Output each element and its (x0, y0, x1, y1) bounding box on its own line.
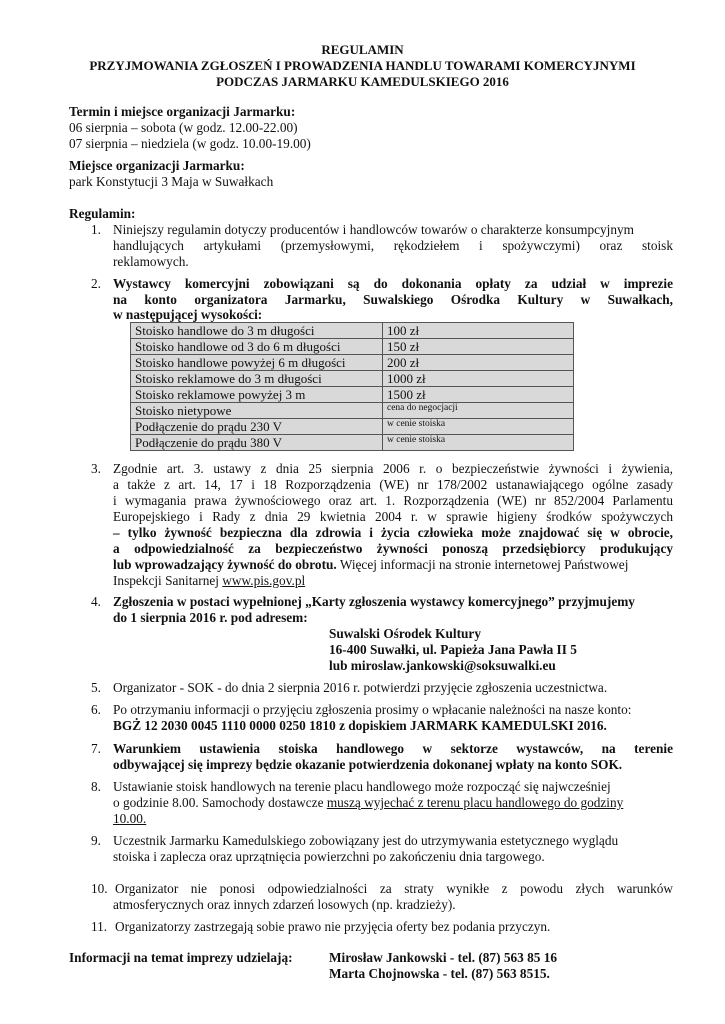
table-row (131, 355, 574, 371)
title-line-2: PRZYJMOWANIA ZGŁOSZEŃ I PROWADZENIA HANDLU TOWARAMI KOMERCYJNYMI (89, 58, 636, 73)
table-row (131, 435, 574, 451)
item-number: 4. (91, 594, 101, 609)
fee-name: Stoisko reklamowe do 3 m długości (131, 371, 383, 387)
address-line: Suwalski Ośrodek Kultury (329, 626, 481, 641)
item-7-text: odbywającej się imprezy będzie okazanie potwierdzenia dokonanej wpłaty na konto SOK. (113, 757, 623, 772)
fee-price: 100 zł (383, 323, 574, 339)
item-8-underlined: muszą wyjechać z terenu placu handlowego do godziny (326, 795, 624, 810)
item-3-text: – tylko żywność bezpieczna dla zdrowia i życia człowieka może znajdować się w obrocie, (113, 525, 673, 540)
contact-person-1: Mirosław Jankowski - tel. (87) 563 85 16 (329, 950, 558, 965)
item-7-text: Warunkiem ustawienia stoiska handlowego w sektorze wystawców, na terenie (113, 741, 673, 756)
item-11-text: Organizatorzy zastrzegają sobie prawo nie przyjęcia oferty bez podania przyczyn. (115, 919, 551, 934)
item-3-text: a także z art. 14, 17 i 18 Rozporządzenia (WE) nr 178/2002 ustanawiającego ogólne zasady (113, 477, 673, 492)
item-3-text: Zgodnie art. 3. ustawy z dnia 25 sierpnia 2006 r. o bezpieczeństwie żywności i żywienia, (113, 461, 673, 476)
item-2-text: Wystawcy komercyjni zobowiązani są do dokonania opłaty za udział w imprezie (113, 276, 673, 291)
miejsce-place: park Konstytucji 3 Maja w Suwałkach (69, 174, 274, 189)
title-line-3: PODCZAS JARMARKU KAMEDULSKIEGO 2016 (216, 74, 509, 89)
fees-table (130, 322, 574, 451)
contact-label: Informacji na temat imprezy udzielają: (69, 950, 293, 965)
table-row (131, 323, 574, 339)
item-number: 11. (91, 919, 108, 934)
item-number: 5. (91, 680, 101, 695)
item-number: 2. (91, 276, 101, 291)
title-line-1: REGULAMIN (321, 42, 404, 57)
item-1-text: reklamowych. (113, 254, 189, 269)
fee-name: Podłączenie do prądu 230 V (131, 419, 383, 435)
table-row (131, 419, 574, 435)
item-9-text: stoiska i zaplecza oraz uprzątnięcia powierzchni po zakończeniu dnia targowego. (113, 849, 545, 864)
table-row (131, 371, 574, 387)
item-number: 9. (91, 833, 101, 848)
contact-person-2: Marta Chojnowska - tel. (87) 563 8515. (329, 966, 550, 981)
item-number: 1. (91, 222, 101, 237)
item-number: 7. (91, 741, 101, 756)
item-3-text (113, 573, 305, 589)
item-3-inspekcja: Inspekcji Sanitarnej (113, 573, 223, 588)
item-3-text: i wymagania prawa żywnościowego oraz art. 1. Rozporządzenia (WE) nr 852/2004 Parlamentu (113, 493, 673, 508)
item-3-text: Europejskiego i Rady z dnia 29 kwietnia 2004 r. w sprawie higieny środków spożywczych (113, 509, 673, 524)
item-10-text: Organizator nie ponosi odpowiedzialności za straty wynikłe z powodu złych warunków (115, 881, 673, 896)
termin-day-1: 06 sierpnia – sobota (w godz. 12.00-22.00) (69, 120, 298, 135)
fee-price: 200 zł (383, 355, 574, 371)
fee-name: Podłączenie do prądu 380 V (131, 435, 383, 451)
fee-name: Stoisko handlowe do 3 m długości (131, 323, 383, 339)
item-number: 8. (91, 779, 101, 794)
item-5-text: Organizator - SOK - do dnia 2 sierpnia 2016 r. potwierdzi przyjęcie zgłoszenia uczestnictwa. (113, 680, 608, 695)
item-9-text: Uczestnik Jarmarku Kamedulskiego zobowiązany jest do utrzymywania estetycznego wyglądu (113, 833, 619, 848)
miejsce-heading: Miejsce organizacji Jarmarku: (69, 158, 245, 173)
item-3-text (113, 557, 628, 573)
item-4-text: do 1 sierpnia 2016 r. pod adresem: (113, 610, 308, 625)
item-8-text: Ustawianie stoisk handlowych na terenie placu handlowego może rozpocząć się najwcześniej (113, 779, 611, 794)
fee-price: 1500 zł (383, 387, 574, 403)
fee-name: Stoisko nietypowe (131, 403, 383, 419)
bank-account: BGŻ 12 2030 0045 1110 0000 0250 1810 z dopiskiem JARMARK KAMEDULSKI 2016. (113, 718, 607, 733)
item-number: 6. (91, 702, 101, 717)
item-3-more: Więcej informacji na stronie internetowej Państwowej (336, 557, 629, 572)
item-8-text (113, 795, 623, 811)
item-3-bold: lub wprowadzający żywność do obrotu. (113, 557, 337, 572)
table-row (131, 339, 574, 355)
fee-price: w cenie stoiska (383, 419, 574, 435)
table-row (131, 387, 574, 403)
fee-name: Stoisko handlowe powyżej 6 m długości (131, 355, 383, 371)
item-number: 3. (91, 461, 101, 476)
fee-name: Stoisko handlowe od 3 do 6 m długości (131, 339, 383, 355)
item-4-text: Zgłoszenia w postaci wypełnionej „Karty zgłoszenia wystawcy komercyjnego” przyjmujemy (113, 594, 635, 609)
item-3-text: a odpowiedzialność za bezpieczeństwo żywności ponoszą przedsiębiorcy produkujący (113, 541, 673, 556)
fee-price: w cenie stoiska (383, 435, 574, 451)
address-email: lub miroslaw.jankowski@soksuwalki.eu (329, 658, 556, 673)
fee-name: Stoisko reklamowe powyżej 3 m (131, 387, 383, 403)
item-8-text: 10.00. (113, 811, 147, 826)
item-10-text: atmosferycznych oraz innych zdarzeń losowych (np. kradzieży). (113, 897, 456, 912)
fee-price: 1000 zł (383, 371, 574, 387)
item-1-text: Niniejszy regulamin dotyczy producentów i handlowców towarów o charakterze konsumpcyjnym (113, 222, 635, 237)
item-number: 10. (91, 881, 108, 896)
regulamin-heading: Regulamin: (69, 206, 136, 221)
fee-price: cena do negocjacji (383, 403, 574, 419)
item-1-text: handlujących artykułami (przemysłowymi, rękodziełem i spożywczymi) oraz stoisk (113, 238, 673, 253)
address-line: 16-400 Suwałki, ul. Papieża Jana Pawła II 5 (329, 642, 577, 657)
item-6-text: Po otrzymaniu informacji o przyjęciu zgłoszenia prosimy o wpłacanie należności na nasze konto: (113, 702, 632, 717)
termin-day-2: 07 sierpnia – niedziela (w godz. 10.00-19.00) (69, 136, 311, 151)
item-8-part: o godzinie 8.00. Samochody dostawcze (113, 795, 327, 810)
item-2-text: na konto organizatora Jarmarku, Suwalskiego Ośrodka Kultury w Suwałkach, (113, 292, 673, 307)
item-2-text: w następującej wysokości: (113, 307, 263, 322)
termin-heading: Termin i miejsce organizacji Jarmarku: (69, 104, 296, 119)
table-row (131, 403, 574, 419)
pis-link[interactable]: www.pis.gov.pl (222, 573, 306, 588)
fee-price: 150 zł (383, 339, 574, 355)
